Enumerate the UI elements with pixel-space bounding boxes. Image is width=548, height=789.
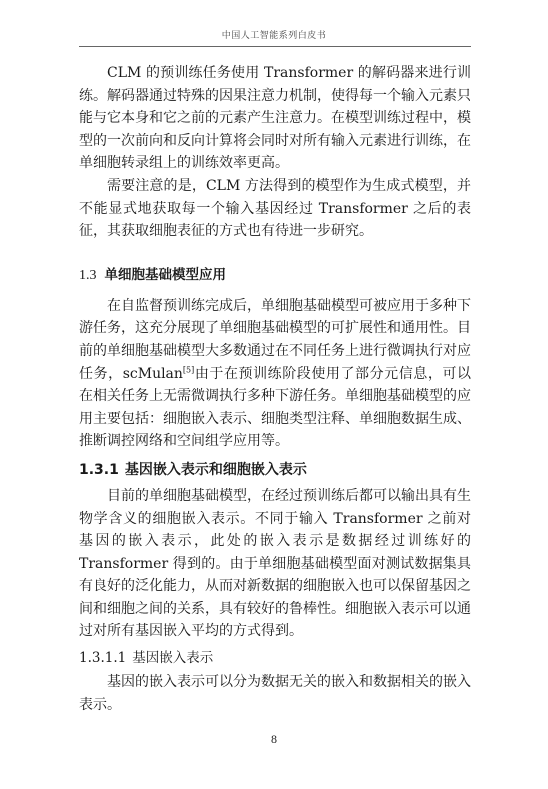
subsubsection-title: 基因嵌入表示 <box>132 650 214 667</box>
section-heading-1-3-1 <box>79 459 471 481</box>
paragraph-clm-training: CLM 的预训练任务使用 Transformer 的解码器来进行训练。解码器通过特殊的因果注意力机制，使得每一个输入元素只能与它本身和它之前的元素产生注意力。在模型训练过程中，模型的一次前向和反向计算将会同时对所有输入元素进行训练，在单细胞转录组上的训练效率更高。 <box>79 65 471 172</box>
paragraph-applications-part2: 由于在预训练阶段使用了部分元信息，可以在相关任务上无需微调执行多种下游任务。单细胞基础模型的应用主要包括：细胞嵌入表示、细胞类型注释、单细胞数据生成、推断调控网络和空间组学应用等。 <box>79 365 472 450</box>
section-number: 1.3 <box>79 267 97 283</box>
citation-ref: [5] <box>182 364 195 374</box>
page-number: 8 <box>271 732 277 746</box>
section-heading-1-3 <box>79 264 471 287</box>
subsection-number: 1.3.1 <box>79 461 119 478</box>
section-title: 单细胞基础模型应用 <box>104 266 226 283</box>
citation-name: scMulan <box>122 365 183 382</box>
paragraph-embeddings: 目前的单细胞基础模型，在经过预训练后都可以输出具有生物学含义的细胞嵌入表示。不同于输入 Transformer 之前对基因的嵌入表示，此处的嵌入表示是数据经过训练好的 Transformer 得到的。由于单细胞基础模型面对测试数据集具有良好的泛化能力，从而对新数据的细胞嵌入也可以保留基因之间和细胞之间的关系，具有较好的鲁棒性。细胞嵌入表示可以通过对所有基因嵌入平均的方式得到。 <box>79 487 471 640</box>
paragraph-applications <box>79 295 471 453</box>
page-body <box>79 62 471 716</box>
paragraph-clm-note: 需要注意的是，CLM 方法得到的模型作为生成式模型，并不能显式地获取每一个输入基因经过 Transformer 之后的表征，其获取细胞表征的方式也有待进一步研究。 <box>79 177 471 240</box>
running-header: 中国人工智能系列白皮书 <box>221 31 327 41</box>
header-rule <box>79 46 471 47</box>
paragraph-gene-embedding: 基因的嵌入表示可以分为数据无关的嵌入和数据相关的嵌入表示。 <box>79 674 471 713</box>
subsection-title: 基因嵌入表示和细胞嵌入表示 <box>124 461 307 478</box>
subsubsection-number: 1.3.1.1 <box>79 650 127 667</box>
paragraph-applications-part1: 在自监督预训练完成后，单细胞基础模型可被应用于多种下游任务，这充分展现了单细胞基础模型的可扩展性和通用性。目前的单细胞基础模型大多数通过在不同任务上进行微调执行对应任务， <box>79 297 471 382</box>
section-heading-1-3-1-1 <box>79 647 471 669</box>
